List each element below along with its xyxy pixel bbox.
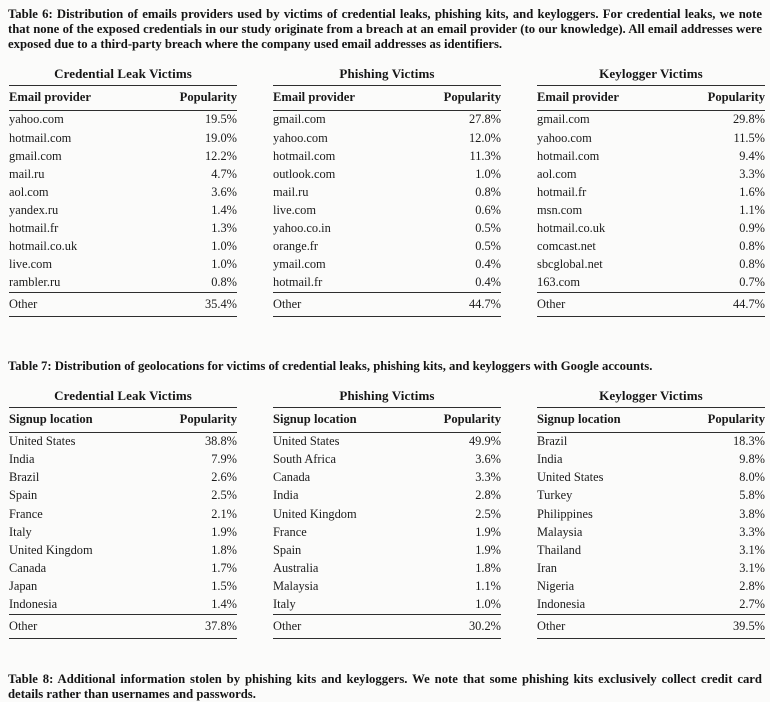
value-cell: 12.2% (204, 148, 237, 163)
table7-phishing-subtable (273, 388, 501, 639)
table-row (273, 523, 501, 541)
table-row (273, 165, 501, 183)
value-cell: 3.3% (739, 524, 765, 539)
label-cell: yandex.ru (9, 202, 59, 217)
footer-row (273, 614, 501, 639)
column-header: Popularity (144, 408, 237, 433)
label-cell: Canada (273, 470, 311, 485)
value-cell: 2.8% (475, 488, 501, 503)
table-row (537, 505, 765, 523)
label-cell: yahoo.co.in (273, 221, 331, 235)
header-row (9, 408, 237, 433)
label-cell: Italy (9, 524, 32, 539)
value-cell: 3.6% (475, 452, 501, 467)
label-cell: Other (9, 614, 144, 639)
label-cell: ymail.com (273, 257, 326, 272)
table-row (9, 219, 237, 237)
table-row (9, 110, 237, 129)
label-cell: outlook.com (273, 166, 336, 181)
label-cell: hotmail.co.uk (537, 221, 606, 235)
value-cell: 3.1% (739, 560, 765, 575)
table-row (273, 183, 501, 201)
label-cell: hotmail.com (273, 148, 336, 163)
label-cell: Malaysia (537, 524, 583, 539)
data-table (9, 85, 237, 317)
value-cell: 2.5% (475, 506, 501, 521)
label-cell: orange.fr (273, 239, 319, 254)
value-cell: 12.0% (468, 130, 501, 145)
label-cell: hotmail.com (537, 148, 600, 163)
label-cell: United States (9, 434, 76, 449)
table-row (273, 219, 501, 237)
data-table (273, 407, 501, 639)
header-row (537, 86, 765, 111)
table-row (9, 595, 237, 614)
table-body (273, 110, 501, 292)
data-table (537, 85, 765, 317)
value-cell: 30.2% (408, 614, 501, 639)
table6-subtables (8, 66, 765, 317)
subtable-title: Phishing Victims (339, 388, 435, 404)
value-cell: 3.3% (475, 470, 501, 485)
subtable-title: Keylogger Victims (599, 388, 703, 404)
label-cell: live.com (273, 202, 317, 217)
table-row (9, 256, 237, 274)
table-row (273, 147, 501, 165)
value-cell: 38.8% (204, 434, 237, 449)
column-header: Popularity (671, 86, 765, 111)
table-row (9, 432, 237, 451)
value-cell: 9.4% (739, 148, 765, 163)
table-row (273, 201, 501, 219)
label-cell: United Kingdom (273, 506, 357, 521)
label-cell: Nigeria (537, 578, 575, 593)
label-cell: sbcglobal.net (537, 257, 603, 272)
table7-credential-leak-subtable (9, 388, 237, 639)
label-cell: United States (537, 470, 604, 485)
table-row (9, 559, 237, 577)
table-row (9, 469, 237, 487)
table-row (537, 487, 765, 505)
label-cell: comcast.net (537, 239, 596, 254)
data-table (273, 85, 501, 317)
table-row (537, 595, 765, 614)
table-row (273, 274, 501, 293)
table-row (9, 129, 237, 147)
value-cell: 0.8% (475, 184, 501, 199)
table-row (537, 274, 765, 293)
value-cell: 37.8% (144, 614, 237, 639)
label-cell: hotmail.fr (537, 184, 587, 199)
column-header: Signup location (537, 408, 672, 433)
table-row (9, 487, 237, 505)
column-header: Email provider (537, 86, 671, 111)
table-row (273, 487, 501, 505)
column-header: Popularity (672, 408, 765, 433)
label-cell: hotmail.com (9, 130, 72, 145)
value-cell: 0.4% (475, 257, 501, 272)
value-cell: 49.9% (468, 434, 501, 449)
table7-subtables (8, 388, 765, 639)
value-cell: 1.7% (211, 560, 237, 575)
table-body (273, 432, 501, 614)
value-cell: 18.3% (732, 434, 765, 449)
table-row (9, 201, 237, 219)
label-cell: mail.ru (9, 166, 45, 181)
value-cell: 1.4% (211, 597, 237, 612)
label-cell: France (273, 524, 307, 539)
label-cell: Brazil (537, 434, 568, 449)
value-cell: 0.4% (475, 275, 501, 290)
table-row (273, 559, 501, 577)
table-row (537, 238, 765, 256)
column-header: Email provider (273, 86, 407, 111)
value-cell: 39.5% (672, 614, 765, 639)
header-row (537, 408, 765, 433)
value-cell: 2.1% (211, 506, 237, 521)
value-cell: 0.5% (475, 239, 501, 254)
value-cell: 11.3% (469, 148, 501, 163)
label-cell: Italy (273, 597, 296, 612)
table-row (273, 238, 501, 256)
table-row (273, 541, 501, 559)
value-cell: 44.7% (407, 292, 501, 317)
table-row (273, 577, 501, 595)
table-body (537, 432, 765, 614)
value-cell: 1.6% (739, 184, 765, 199)
table-row (537, 183, 765, 201)
label-cell: Iran (537, 560, 557, 575)
table6-keylogger-subtable (537, 66, 765, 317)
value-cell: 2.6% (211, 470, 237, 485)
value-cell: 8.0% (739, 470, 765, 485)
table-row (537, 110, 765, 129)
table-row (537, 469, 765, 487)
label-cell: msn.com (537, 202, 583, 217)
header-row (273, 408, 501, 433)
subtable-title: Phishing Victims (339, 66, 435, 82)
value-cell: 1.3% (211, 221, 237, 235)
table7-caption: Table 7: Distribution of geolocations for victims of credential leaks, phishing kits, and keyloggers with Google accounts. (8, 359, 653, 374)
value-cell: 1.0% (475, 166, 501, 181)
table-row (537, 523, 765, 541)
label-cell: Australia (273, 560, 319, 575)
subtable-title: Credential Leak Victims (54, 388, 192, 404)
column-header: Email provider (9, 86, 143, 111)
value-cell: 7.9% (211, 452, 237, 467)
table-body (537, 110, 765, 292)
value-cell: 1.5% (211, 578, 237, 593)
subtable-title: Keylogger Victims (599, 66, 703, 82)
footer-row (273, 292, 501, 317)
column-header: Signup location (9, 408, 144, 433)
value-cell: 27.8% (468, 112, 501, 127)
table-row (537, 541, 765, 559)
label-cell: Other (273, 292, 407, 317)
value-cell: 44.7% (671, 292, 765, 317)
table-row (537, 559, 765, 577)
table-row (537, 165, 765, 183)
label-cell: gmail.com (9, 148, 62, 163)
value-cell: 19.0% (204, 130, 237, 145)
table-row (273, 256, 501, 274)
label-cell: 163.com (537, 275, 581, 290)
table-row (9, 147, 237, 165)
table-row (273, 451, 501, 469)
value-cell: 0.8% (211, 275, 237, 290)
table6-credential-leak-subtable (9, 66, 237, 317)
column-header: Signup location (273, 408, 408, 433)
label-cell: aol.com (537, 166, 577, 181)
label-cell: yahoo.com (273, 130, 328, 145)
footer-row (9, 292, 237, 317)
value-cell: 0.7% (739, 275, 765, 290)
data-table (9, 407, 237, 639)
label-cell: Indonesia (537, 597, 586, 612)
label-cell: Philippines (537, 506, 593, 521)
value-cell: 19.5% (204, 112, 237, 127)
label-cell: rambler.ru (9, 275, 61, 290)
value-cell: 1.8% (211, 542, 237, 557)
table-row (537, 256, 765, 274)
table-row (537, 129, 765, 147)
table-row (273, 469, 501, 487)
label-cell: mail.ru (273, 184, 309, 199)
column-header: Popularity (143, 86, 237, 111)
value-cell: 0.9% (739, 221, 765, 235)
label-cell: Brazil (9, 470, 40, 485)
label-cell: Thailand (537, 542, 582, 557)
table-row (537, 219, 765, 237)
value-cell: 3.3% (739, 166, 765, 181)
table-row (9, 451, 237, 469)
table-row (537, 147, 765, 165)
value-cell: 2.7% (739, 597, 765, 612)
footer-row (9, 614, 237, 639)
label-cell: Canada (9, 560, 47, 575)
label-cell: Malaysia (273, 578, 319, 593)
column-header: Popularity (408, 408, 501, 433)
label-cell: Other (9, 292, 143, 317)
value-cell: 1.0% (475, 597, 501, 612)
label-cell: gmail.com (537, 112, 590, 127)
table-row (9, 541, 237, 559)
table-row (537, 451, 765, 469)
table-row (9, 523, 237, 541)
label-cell: India (537, 452, 563, 467)
label-cell: Spain (273, 542, 302, 557)
label-cell: yahoo.com (9, 112, 64, 127)
value-cell: 3.8% (739, 506, 765, 521)
value-cell: 5.8% (739, 488, 765, 503)
value-cell: 9.8% (739, 452, 765, 467)
table6-caption: Table 6: Distribution of emails providers used by victims of credential leaks, phishing kits, and keyloggers. For credential leaks, we note that none of the exposed credentials in our study originate from a breach at an email provider (to our knowledge). All email addresses were exposed due to a third-party breach where the company used email addresses as identifiers. (8, 7, 762, 51)
label-cell: Turkey (537, 488, 573, 503)
label-cell: Other (273, 614, 408, 639)
label-cell: yahoo.com (537, 130, 592, 145)
value-cell: 1.8% (475, 560, 501, 575)
table-row (273, 432, 501, 451)
value-cell: 4.7% (211, 166, 237, 181)
footer-row (537, 614, 765, 639)
label-cell: live.com (9, 257, 53, 272)
table-row (537, 432, 765, 451)
table-body (9, 432, 237, 614)
table-row (9, 238, 237, 256)
value-cell: 2.5% (211, 488, 237, 503)
table-row (9, 505, 237, 523)
table-row (537, 201, 765, 219)
table-row (9, 165, 237, 183)
value-cell: 0.5% (475, 221, 501, 235)
value-cell: 1.9% (475, 542, 501, 557)
label-cell: Spain (9, 488, 38, 503)
table-row (273, 595, 501, 614)
column-header: Popularity (407, 86, 501, 111)
value-cell: 0.8% (739, 257, 765, 272)
value-cell: 0.8% (739, 239, 765, 254)
table-body (9, 110, 237, 292)
value-cell: 29.8% (732, 112, 765, 127)
value-cell: 1.0% (211, 239, 237, 254)
label-cell: France (9, 506, 43, 521)
value-cell: 0.6% (475, 202, 501, 217)
value-cell: 1.4% (211, 202, 237, 217)
label-cell: Other (537, 292, 671, 317)
table-row (273, 110, 501, 129)
value-cell: 1.9% (475, 524, 501, 539)
label-cell: India (9, 452, 35, 467)
label-cell: aol.com (9, 184, 49, 199)
header-row (9, 86, 237, 111)
value-cell: 1.9% (211, 524, 237, 539)
value-cell: 3.6% (211, 184, 237, 199)
label-cell: hotmail.fr (9, 221, 59, 235)
label-cell: hotmail.co.uk (9, 239, 78, 254)
label-cell: Other (537, 614, 672, 639)
label-cell: United Kingdom (9, 542, 93, 557)
data-table (537, 407, 765, 639)
table-row (9, 274, 237, 293)
table-row (9, 577, 237, 595)
value-cell: 35.4% (143, 292, 237, 317)
label-cell: hotmail.fr (273, 275, 323, 290)
value-cell: 1.0% (211, 257, 237, 272)
label-cell: India (273, 488, 299, 503)
value-cell: 3.1% (739, 542, 765, 557)
value-cell: 2.8% (739, 578, 765, 593)
label-cell: gmail.com (273, 112, 326, 127)
subtable-title: Credential Leak Victims (54, 66, 192, 82)
table7-keylogger-subtable (537, 388, 765, 639)
table-row (537, 577, 765, 595)
table-row (273, 505, 501, 523)
label-cell: Indonesia (9, 597, 58, 612)
label-cell: South Africa (273, 452, 336, 467)
value-cell: 11.5% (733, 130, 765, 145)
label-cell: Japan (9, 578, 38, 593)
table8-caption: Table 8: Additional information stolen by phishing kits and keyloggers. We note that some phishing kits exclusively collect credit card details rather than usernames and passwords. (8, 672, 762, 701)
table-row (273, 129, 501, 147)
value-cell: 1.1% (475, 578, 501, 593)
value-cell: 1.1% (739, 202, 765, 217)
table6-phishing-subtable (273, 66, 501, 317)
footer-row (537, 292, 765, 317)
table-row (9, 183, 237, 201)
label-cell: United States (273, 434, 340, 449)
header-row (273, 86, 501, 111)
